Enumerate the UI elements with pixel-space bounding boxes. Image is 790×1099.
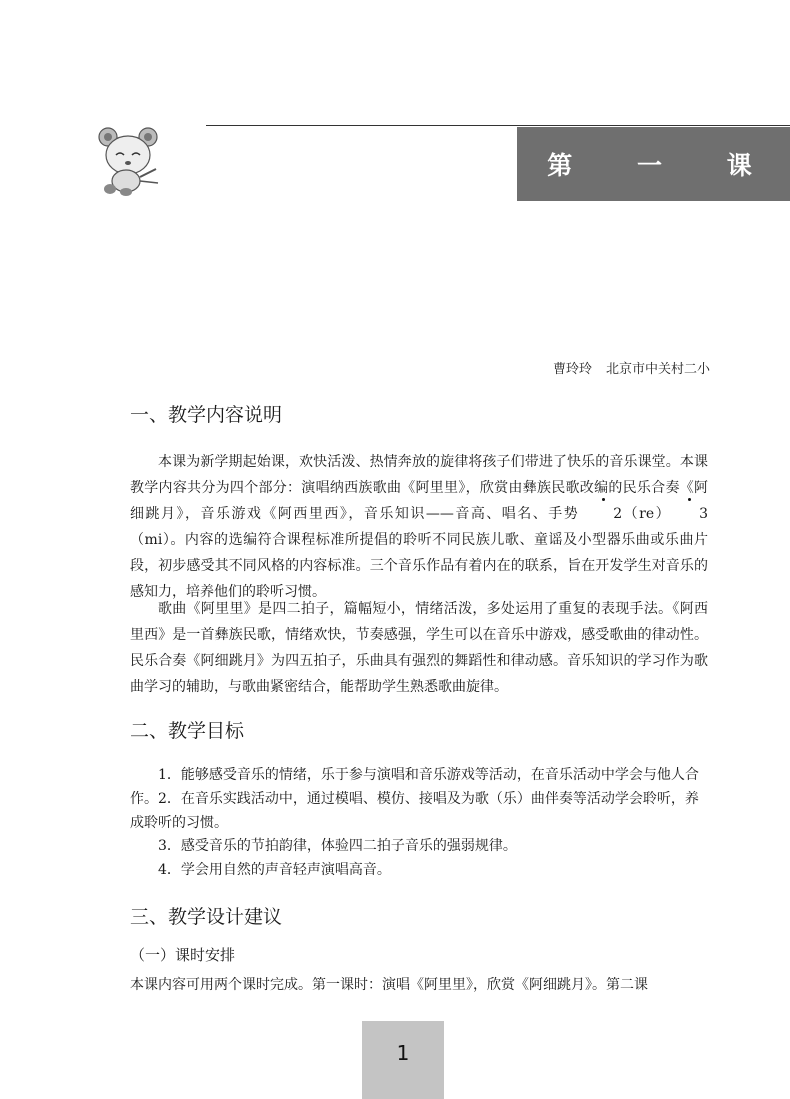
p1-text-a: 本课为新学期起始课，欢快活泼、热情奔放的旋律将孩子们带进了快乐的音乐课堂。本课教学内容共分为四个部分：演唱纳西族歌曲《阿里里》，欣赏由彝族民歌改编的民乐合奏《阿细跳月》，音乐游戏《阿西里西》，音乐知识——音高、唱名、手势 (130, 454, 708, 522)
section-1-paragraph-2: 歌曲《阿里里》是四二拍子，篇幅短小，情绪活泼，多处运用了重复的表现手法。《阿西里西》是一首彝族民歌，情绪欢快，节奏感强，学生可以在音乐中游戏，感受歌曲的律动性。民乐合奏《阿细跳月》为四五拍子，乐曲具有强烈的舞蹈性和律动感。音乐知识的学习作为歌曲学习的辅助，与歌曲紧密结合，能帮助学生熟悉歌曲旋律。 (130, 601, 708, 695)
section-2-title: 二、教学目标 (130, 720, 245, 742)
author-name: 曹玲玲 (552, 362, 592, 377)
page-number-box (362, 1021, 444, 1099)
p1-text-b: （mi）。内容的选编符合课程标准所提倡的聆听不同民族儿歌、童谣及小型器乐曲或乐曲片段，初步感受其不同风格的内容标准。三个音乐作品有着内在的联系，旨在开发学生对音乐的感知力，培养他们的聆听习惯。 (130, 532, 708, 600)
goal-item-2: 2．在音乐实践活动中，通过模唱、模仿、接唱及为歌（乐）曲伴奏等活动学会聆听，养成聆听的习惯。 (130, 791, 699, 831)
author-line (539, 358, 710, 377)
author-school: 北京市中关村二小 (605, 362, 710, 377)
panda-mascot-icon (96, 125, 162, 197)
page-number: 1 (396, 1041, 410, 1065)
section-3-title: 三、教学设计建议 (130, 906, 283, 928)
subsection-1-text: 本课内容可用两个课时完成。第一课时：演唱《阿里里》，欣赏《阿细跳月》。第二课 (130, 977, 648, 993)
header-rule (206, 125, 790, 126)
section-1-paragraph-1 (130, 449, 708, 605)
lesson-title-banner (517, 127, 790, 201)
lesson-title: 第 一 课 (547, 151, 780, 180)
goal-item-4: 4．学会用自然的声音轻声演唱高音。 (158, 862, 391, 878)
subsection-1-title: （一）课时安排 (130, 946, 236, 964)
note-re-label: （re） (622, 506, 672, 522)
section-1-title: 一、教学内容说明 (130, 404, 283, 426)
note-2-symbol: 2 (585, 501, 622, 527)
note-3-symbol: 3 (671, 501, 708, 527)
goal-item-3: 3．感受音乐的节拍韵律，体验四二拍子音乐的强弱规律。 (158, 838, 517, 854)
goal-item-1: 1．能够感受音乐的情绪，乐于参与演唱和音乐游戏等活动，在音乐活动中学会与他人合作。 (130, 767, 699, 807)
